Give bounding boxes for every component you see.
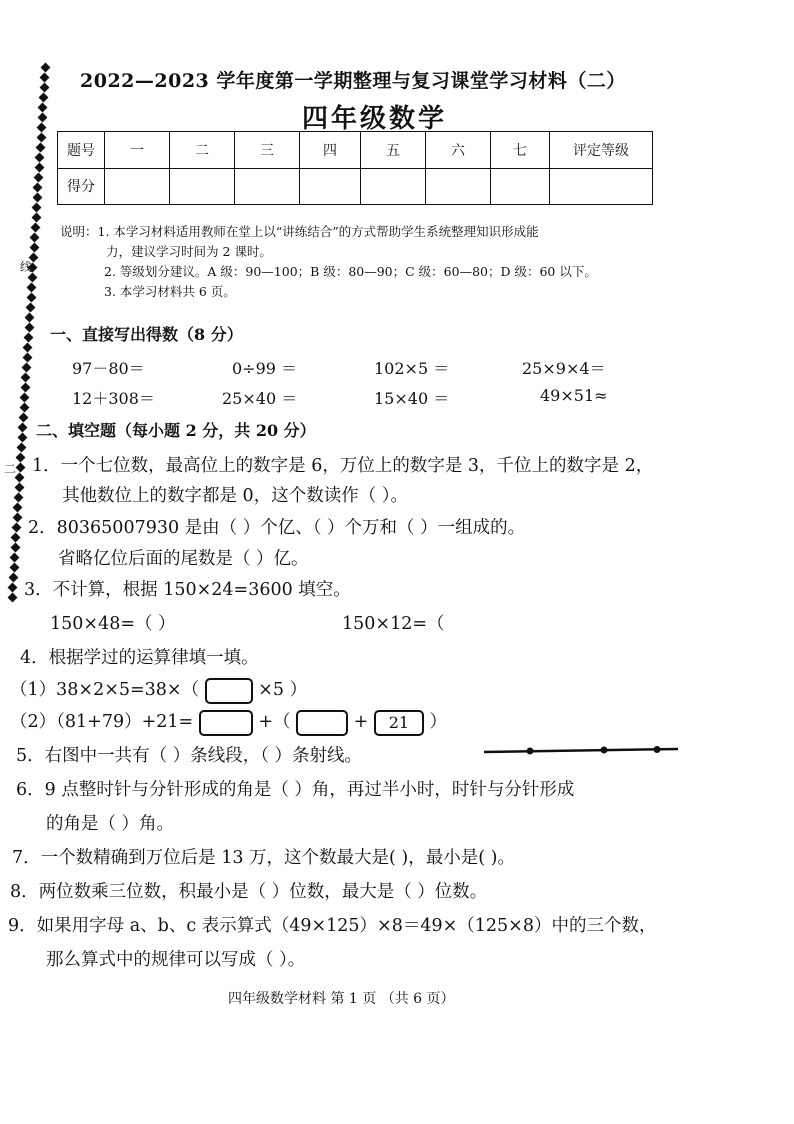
binding-diamond	[21, 373, 31, 383]
binding-diamond	[11, 533, 21, 543]
binding-diamond	[20, 383, 30, 393]
binding-diamond	[18, 423, 28, 433]
binding-diamond	[7, 593, 17, 603]
question-4-part-2	[10, 708, 447, 736]
binding-diamond	[37, 123, 47, 133]
question-3-part-a: 150×48=（ ）	[50, 614, 176, 634]
binding-diamond	[34, 173, 44, 183]
line-segment-figure	[482, 740, 682, 762]
binding-diamond	[13, 503, 23, 513]
page-footer: 四年级数学材料 第 1 页 （共 6 页）	[228, 991, 455, 1007]
binding-diamond	[17, 443, 27, 453]
answer-box[interactable]	[205, 678, 253, 704]
answer-box[interactable]	[199, 710, 253, 736]
binding-diamond	[10, 553, 20, 563]
answer-box[interactable]	[296, 710, 348, 736]
note-1b: 力，建议学习时间为 2 课时。	[106, 244, 272, 259]
binding-diamond	[35, 153, 45, 163]
calc-item: 25×40 ＝	[222, 389, 298, 408]
binding-diamond	[16, 453, 26, 463]
question-5: 5．右图中一共有（ ）条线段，（ ）条射线。	[16, 746, 363, 766]
score-cell: 评定等级	[550, 132, 653, 169]
binding-diamond	[34, 163, 44, 173]
question-3-part-b: 150×12=（	[342, 614, 445, 634]
binding-diamond	[36, 133, 46, 143]
figure-point	[527, 748, 534, 755]
binding-diamond	[29, 243, 39, 253]
binding-diamond	[41, 63, 51, 73]
question-9-line1: 9．如果用字母 a、b、c 表示算式（49×125）×8＝49×（125×8）中的三个数，	[8, 916, 657, 936]
binding-diamond	[31, 213, 41, 223]
document-title: 2022—2023 学年度第一学期整理与复习课堂学习材料（二）	[80, 70, 626, 92]
score-table-score-row	[58, 168, 653, 205]
score-input-cell[interactable]	[491, 168, 550, 205]
binding-diamond	[32, 193, 42, 203]
binding-diamond	[37, 113, 47, 123]
binding-diamond	[14, 483, 24, 493]
binding-diamond	[40, 73, 50, 83]
binding-diamond	[30, 233, 40, 243]
binding-diamond	[38, 103, 48, 113]
binding-diamond	[15, 473, 25, 483]
binding-diamond	[25, 313, 35, 323]
score-cell: 一	[105, 132, 170, 169]
figure-point	[654, 746, 661, 753]
binding-diamond	[8, 573, 18, 583]
question-7: 7．一个数精确到万位后是 13 万，这个数最大是( )，最小是( )。	[12, 848, 515, 868]
score-cell: 四	[300, 132, 361, 169]
score-table	[57, 131, 653, 205]
calc-item: 49×51≈	[540, 386, 608, 405]
q4-2-plus: +（	[258, 712, 291, 732]
question-6-line1: 6．9 点整时针与分针形成的角是（ ）角，再过半小时，时针与分针形成	[16, 780, 575, 800]
binding-diamond	[19, 413, 29, 423]
calc-item: 15×40 ＝	[374, 389, 450, 408]
binding-diamond	[8, 583, 18, 593]
calc-item: 0÷99 ＝	[232, 359, 298, 378]
question-3: 3．不计算，根据 150×24=3600 填空。	[24, 580, 351, 600]
score-cell: 五	[361, 132, 426, 169]
grade-input-cell[interactable]	[550, 168, 653, 205]
score-cell: 二	[170, 132, 235, 169]
section-2-title: 二、填空题（每小题 2 分，共 20 分）	[36, 421, 316, 440]
q4-2-close: ）	[429, 712, 447, 732]
binding-diamond	[24, 323, 34, 333]
binding-mark-line: 线	[20, 260, 33, 274]
score-cell: 六	[426, 132, 491, 169]
calc-item: 102×5 ＝	[374, 359, 450, 378]
figure-line	[484, 749, 678, 752]
question-8: 8．两位数乘三位数，积最小是（ ）位数，最大是（ ）位数。	[10, 882, 488, 902]
score-input-cell[interactable]	[170, 168, 235, 205]
score-cell: 题号	[58, 132, 105, 169]
score-input-cell[interactable]	[426, 168, 491, 205]
binding-diamond	[24, 333, 34, 343]
binding-diamond	[27, 283, 37, 293]
binding-diamond	[17, 433, 27, 443]
calc-item: 25×9×4＝	[522, 359, 606, 378]
binding-diamond	[9, 563, 19, 573]
score-input-cell[interactable]	[300, 168, 361, 205]
binding-diamond	[12, 513, 22, 523]
score-cell: 七	[491, 132, 550, 169]
binding-diamond	[32, 203, 42, 213]
score-table-header-row	[58, 132, 653, 169]
section-1-title: 一、直接写出得数（8 分）	[50, 325, 243, 344]
calc-item: 12＋308＝	[72, 389, 155, 408]
binding-diamond	[33, 183, 43, 193]
binding-diamond	[25, 303, 35, 313]
question-1-line1: 1．一个七位数，最高位上的数字是 6，万位上的数字是 3，千位上的数字是 2，	[32, 456, 654, 476]
q4-1-text: （1）38×2×5=38×（	[10, 680, 200, 700]
document-subtitle: 四年级数学	[302, 104, 448, 134]
binding-diamond	[30, 223, 40, 233]
question-4: 4．根据学过的运算律填一填。	[20, 648, 259, 668]
binding-diamond	[13, 493, 23, 503]
binding-diamond	[23, 343, 33, 353]
figure-point	[601, 747, 608, 754]
binding-diamond	[22, 353, 32, 363]
question-2-line2: 省略亿位后面的尾数是（ ）亿。	[58, 549, 309, 569]
score-input-cell[interactable]	[235, 168, 300, 205]
q4-2-text: （2）（81+79）+21=	[10, 712, 194, 732]
binding-diamond	[36, 143, 46, 153]
question-4-part-1	[10, 676, 307, 704]
calc-item: 97－80＝	[72, 359, 145, 378]
binding-diamond	[12, 523, 22, 533]
note-3: 3. 本学习材料共 6 页。	[104, 284, 236, 299]
binding-mark-two: 二	[4, 462, 17, 476]
binding-diamond	[22, 363, 32, 373]
question-6-line2: 的角是（ ）角。	[46, 814, 175, 834]
score-input-cell[interactable]	[361, 168, 426, 205]
score-cell: 三	[235, 132, 300, 169]
q4-1-text-end: ×5 ）	[258, 680, 308, 700]
binding-diamond	[10, 543, 20, 553]
given-box-21: 21	[374, 710, 424, 736]
question-2-line1: 2．80365007930 是由（ ）个亿、（ ）个万和（ ）一组成的。	[28, 518, 526, 538]
note-1a: 说明：1. 本学习材料适用教师在堂上以“讲练结合”的方式帮助学生系统整理知识形成能	[60, 224, 539, 239]
question-9-line2: 那么算式中的规律可以写成（ ）。	[46, 950, 306, 970]
binding-diamond	[15, 463, 25, 473]
question-1-line2: 其他数位上的数字都是 0，这个数读作（ ）。	[62, 486, 409, 506]
score-cell: 得分	[58, 168, 105, 205]
binding-diamond	[20, 393, 30, 403]
binding-diamond	[26, 293, 36, 303]
binding-diamond	[39, 83, 49, 93]
score-input-cell[interactable]	[105, 168, 170, 205]
q4-2-plus-2: +	[353, 712, 369, 732]
note-2: 2. 等级划分建议。A 级：90—100；B 级：80—90；C 级：60—80；D 级：60 以下。	[104, 264, 597, 279]
binding-diamond	[19, 403, 29, 413]
binding-diamond	[39, 93, 49, 103]
